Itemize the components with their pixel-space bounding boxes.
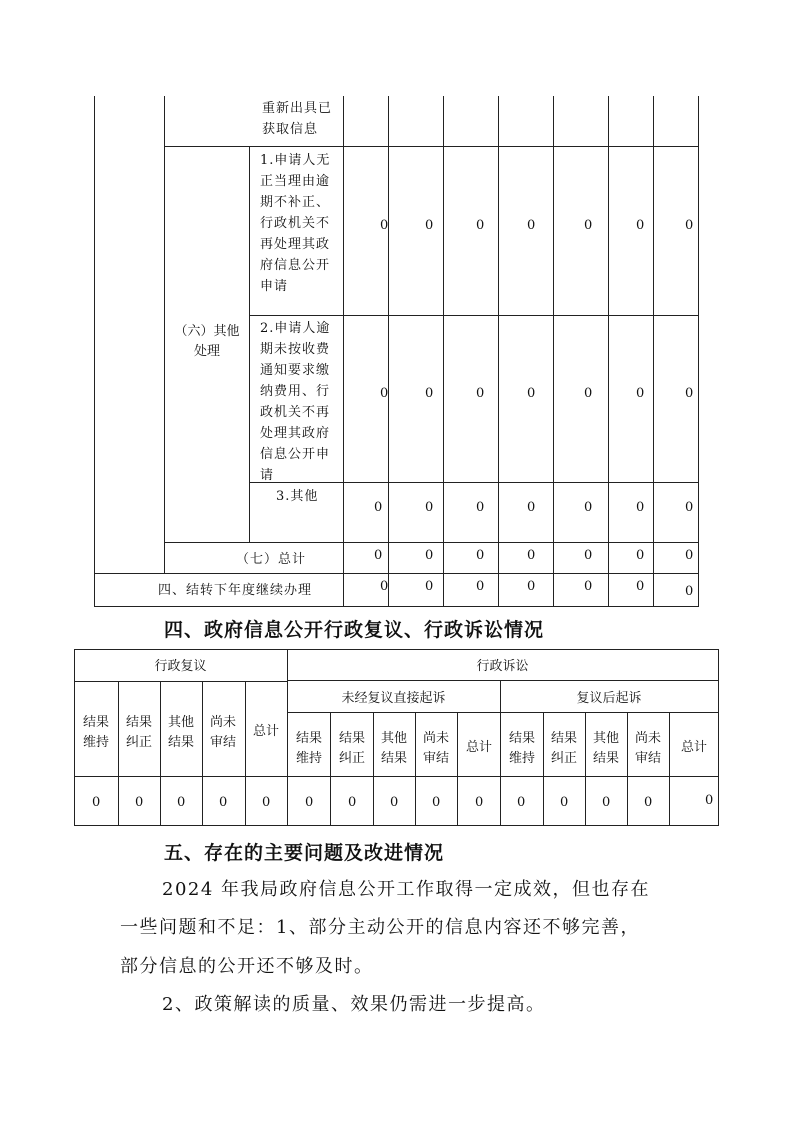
table-cell: 0 [425,386,434,401]
table-cell: 0 [527,218,536,233]
table-cell: 0 [262,795,271,810]
table-cell: 0 [685,584,694,599]
table-cell: 0 [380,579,389,594]
column-header: 尚未审结 [209,715,236,750]
row-label: 1.申请人无正当理由逾期不补正、行政机关不再处理其政府信息公开申请 [260,153,331,294]
admin-review-header: 行政复议 [154,659,207,674]
table-cell: 0 [517,795,526,810]
table-cell: 0 [584,500,593,515]
table-cell: 0 [560,795,569,810]
table-cell: 0 [380,218,389,233]
table-cell: 0 [374,500,383,515]
table-cell: 0 [705,793,714,808]
table-cell: 0 [476,386,485,401]
table-cell: 0 [380,386,389,401]
table-cell: 0 [219,795,228,810]
table-cell: 0 [636,579,645,594]
column-header: 其他结果 [592,731,619,766]
table-cell: 0 [584,548,593,563]
table-cell: 0 [177,795,186,810]
table-cell: 0 [348,795,357,810]
table-cell: 0 [425,548,434,563]
carry-over-row-label: 四、结转下年度继续办理 [158,583,313,598]
table-cell: 0 [584,579,593,594]
continued-row-label: 重新出具已获取信息 [262,101,333,137]
table-cell: 0 [527,548,536,563]
column-header: 其他结果 [380,731,407,766]
total-row-label: （七）总计 [236,552,307,567]
row-label: 2.申请人逾期未按收费通知要求缴纳费用、行政机关不再处理其政府信息公开申请 [260,321,331,483]
body-paragraph: 2、政策解读的质量、效果仍需进一步提高。 [162,994,546,1015]
table-cell: 0 [374,548,383,563]
table-cell: 0 [305,795,314,810]
table-cell: 0 [425,500,434,515]
section-4-heading: 四、政府信息公开行政复议、行政诉讼情况 [164,619,545,641]
column-header: 结果维持 [508,731,535,766]
direct-lawsuit-header: 未经复议直接起诉 [341,691,446,706]
table-cell: 0 [527,500,536,515]
column-header: 尚未审结 [422,731,449,766]
table-cell: 0 [92,795,101,810]
table-cell: 0 [636,548,645,563]
column-header: 结果维持 [82,715,109,750]
group-other-processing-label: （六）其他处理 [174,324,240,359]
table-cell: 0 [476,218,485,233]
table-cell: 0 [685,548,694,563]
table-cell: 0 [390,795,399,810]
table-cell: 0 [425,218,434,233]
table-cell: 0 [476,579,485,594]
admin-litigation-header: 行政诉讼 [476,659,529,674]
column-header: 结果维持 [295,731,322,766]
table-cell: 0 [425,579,434,594]
row-label: 3.其他 [276,489,319,504]
table-cell: 0 [636,218,645,233]
column-header: 结果纠正 [125,715,152,750]
section-5-heading: 五、存在的主要问题及改进情况 [164,842,445,864]
table-cell: 0 [527,579,536,594]
body-paragraph-line: 一些问题和不足：1、部分主动公开的信息内容还不够完善， [120,917,640,938]
column-header: 其他结果 [167,715,194,750]
table-cell: 0 [135,795,144,810]
body-paragraph-line: 2024 年我局政府信息公开工作取得一定成效，但也存在 [162,879,651,900]
table-cell: 0 [685,500,694,515]
table-cell: 0 [636,386,645,401]
lawsuit-after-review-header: 复议后起诉 [576,691,642,706]
table-cell: 0 [584,218,593,233]
table-cell: 0 [584,386,593,401]
column-header: 结果纠正 [338,731,365,766]
table-cell: 0 [527,386,536,401]
table-cell: 0 [475,795,484,810]
column-header: 总计 [680,740,707,755]
table-cell: 0 [636,500,645,515]
table-cell: 0 [685,386,694,401]
column-header: 尚未审结 [634,731,661,766]
body-paragraph-line: 部分信息的公开还不够及时。 [120,956,374,977]
column-header: 总计 [465,740,492,755]
column-header: 结果纠正 [550,731,577,766]
table-cell: 0 [476,500,485,515]
table-cell: 0 [432,795,441,810]
table-cell: 0 [602,795,611,810]
table-cell: 0 [644,795,653,810]
table-cell: 0 [685,218,694,233]
column-header: 总计 [252,724,279,739]
table-cell: 0 [476,548,485,563]
